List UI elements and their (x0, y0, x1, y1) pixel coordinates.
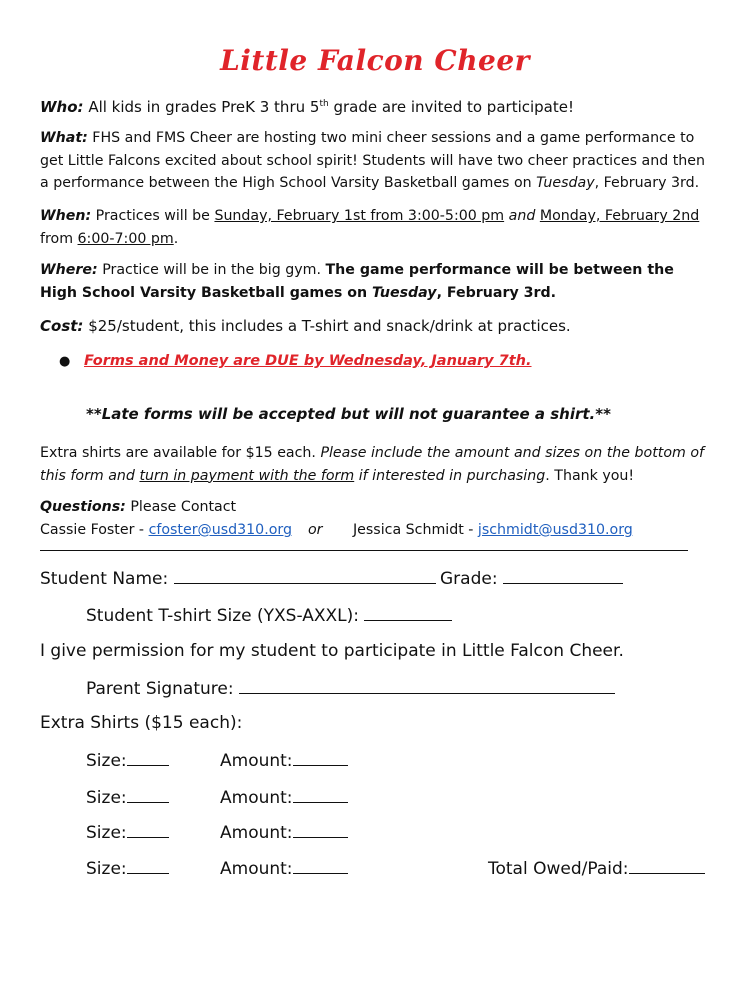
when-time-2: 6:00-7:00 pm (77, 230, 174, 247)
contact-1-name: Cassie Foster - (40, 522, 149, 538)
size-field[interactable] (127, 857, 169, 874)
who-text: All kids in grades PreK 3 thru 5 (88, 98, 320, 116)
questions-paragraph (40, 496, 712, 519)
amount-field[interactable] (293, 786, 348, 803)
what-day: Tuesday (536, 175, 595, 191)
amount-row-2 (220, 786, 348, 808)
what-label: What: (40, 130, 88, 146)
what-text: FHS and FMS Cheer are hosting two mini cheer sessions and a game performance to get Little Falcons excited about school spirit! Students will have two cheer practices and then a performance between the High School Varsity Basketball games on (40, 130, 706, 191)
when-paragraph (40, 205, 712, 250)
where-bold-end: , February 3rd. (436, 284, 557, 301)
size-label: Size: (86, 751, 127, 771)
size-row-1 (86, 749, 169, 771)
extra-italic: Please include the amount and sizes on the bottom of this form and (40, 445, 705, 484)
cost-label: Cost: (40, 317, 84, 335)
amount-field[interactable] (293, 857, 348, 874)
where-text: Practice will be in the big gym. (102, 262, 326, 278)
total-owed-label: Total Owed/Paid: (488, 859, 629, 879)
amount-row-1 (220, 749, 348, 771)
size-row-3 (86, 821, 169, 843)
amount-label: Amount: (220, 751, 293, 771)
due-text: Forms and Money are DUE by Wednesday, January 7th. (84, 353, 532, 369)
extra-paragraph (40, 442, 712, 487)
where-bold-text: The game performance will be between the High School Varsity Basketball games on (40, 262, 674, 301)
who-text-end: grade are invited to participate! (328, 98, 574, 116)
when-date-2: Monday, February 2nd (539, 208, 700, 224)
size-row-2 (86, 786, 169, 808)
extra-underline: turn in payment with the form (139, 467, 355, 484)
size-label: Size: (86, 823, 127, 843)
amount-label: Amount: (220, 823, 293, 843)
student-name-field[interactable] (174, 567, 436, 584)
when-text: Practices will be (95, 208, 215, 224)
when-and: and (504, 208, 540, 224)
grade-field[interactable] (503, 567, 623, 584)
where-paragraph (40, 259, 712, 304)
cost-paragraph (40, 315, 712, 338)
student-name-label: Student Name: (40, 569, 169, 589)
contact-2-name: Jessica Schmidt - (353, 522, 478, 538)
contact-or: or (308, 522, 323, 538)
total-owed-row (488, 857, 705, 879)
size-label: Size: (86, 788, 127, 808)
who-label: Who: (40, 98, 84, 116)
what-paragraph (40, 127, 712, 195)
email-2-link[interactable]: jschmidt@usd310.org (477, 522, 633, 538)
when-date-1: Sunday, February 1st from 3:00-5:00 pm (214, 208, 505, 224)
when-label: When: (40, 208, 92, 224)
amount-row-3 (220, 821, 348, 843)
who-superscript: th (319, 99, 329, 109)
where-bold-day: Tuesday (372, 284, 437, 301)
when-from: from (40, 230, 78, 247)
cost-text: $25/student, this includes a T-shirt and snack/drink at practices. (88, 317, 571, 335)
total-owed-field[interactable] (629, 857, 705, 874)
amount-field[interactable] (293, 749, 348, 766)
amount-label: Amount: (220, 788, 293, 808)
size-field[interactable] (127, 786, 169, 803)
parent-signature-row (86, 677, 615, 699)
when-end: . (173, 230, 179, 247)
size-label: Size: (86, 859, 127, 879)
what-text-end: , February 3rd. (594, 175, 700, 191)
size-field[interactable] (127, 821, 169, 838)
bullet-icon: ● (59, 354, 71, 369)
student-name-row (40, 567, 436, 589)
permission-text: I give permission for my student to participate in Little Falcon Cheer. (40, 641, 624, 661)
grade-row (440, 567, 623, 589)
amount-row-4 (220, 857, 348, 879)
extra-shirts-label: Extra Shirts ($15 each): (40, 713, 243, 733)
late-notice: **Late forms will be accepted but will not guarantee a shirt.** (86, 405, 611, 423)
questions-text: Please Contact (130, 499, 237, 515)
page-title: Little Falcon Cheer (220, 44, 530, 77)
amount-field[interactable] (293, 821, 348, 838)
amount-label: Amount: (220, 859, 293, 879)
due-notice (84, 350, 532, 369)
where-label: Where: (40, 262, 98, 278)
contact-2 (353, 519, 633, 541)
tshirt-size-field[interactable] (364, 604, 452, 621)
questions-label: Questions: (40, 499, 126, 515)
contact-1 (40, 519, 292, 541)
tshirt-size-label: Student T-shirt Size (YXS-AXXL): (86, 606, 359, 626)
grade-label: Grade: (440, 569, 498, 589)
parent-signature-label: Parent Signature: (86, 679, 234, 699)
tshirt-size-row (86, 604, 452, 626)
email-1-link[interactable]: cfoster@usd310.org (148, 522, 292, 538)
parent-signature-field[interactable] (239, 677, 615, 694)
divider (40, 550, 688, 551)
extra-italic-end: if interested in purchasing (354, 467, 546, 484)
extra-text: Extra shirts are available for $15 each. (40, 445, 321, 461)
size-row-4 (86, 857, 169, 879)
size-field[interactable] (127, 749, 169, 766)
who-paragraph (40, 93, 712, 119)
extra-end: . Thank you! (545, 467, 635, 484)
